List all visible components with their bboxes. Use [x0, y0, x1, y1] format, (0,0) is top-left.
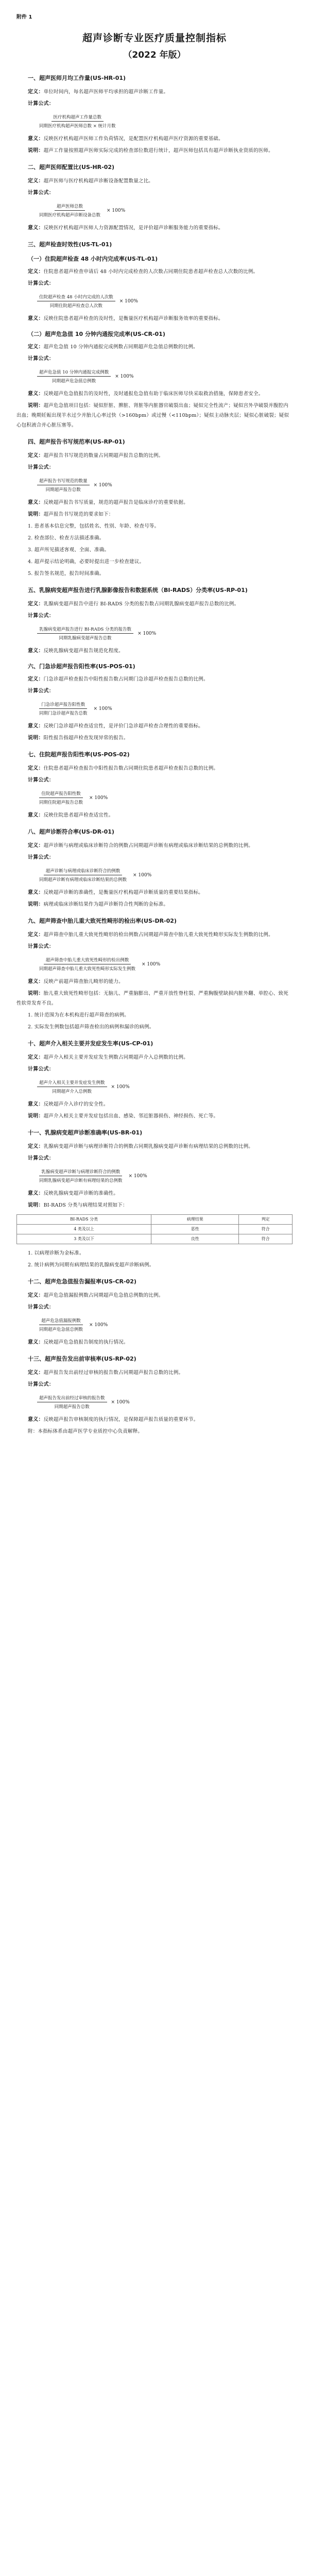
- section-heading: 二、超声医师配置比(US-HR-02): [28, 164, 115, 171]
- table-row: [17, 1225, 293, 1234]
- paragraph-text: 反映超声介入诊疗的安全性。: [43, 1101, 109, 1107]
- formula-denominator: 同期住院超声检查总人次数: [49, 303, 102, 309]
- paragraph-text: 反映产前超声筛查胎儿畸形的能力。: [43, 979, 124, 985]
- paragraph-label: 计算公式：: [28, 101, 54, 107]
- paragraph-text: 反映医疗机构超声医师工作负荷情况，是配置医疗机构超声医疗资源的重要基础。: [43, 136, 224, 142]
- paragraph-text: 3. 超声所见描述客观、全面、准确。: [28, 547, 110, 553]
- paragraph: [16, 389, 293, 399]
- paragraph: [16, 1415, 293, 1425]
- section-heading: 十三、超声报告发出前审核率(US-RP-02): [28, 1355, 136, 1362]
- paragraph-text: 反映超声危急值报告的及时性，及时通报危急值有助于临床医师尽快采取救治措施，保障患者安全。: [43, 391, 264, 397]
- paragraph-text: 超声报告书写规范的要求如下：: [43, 512, 114, 517]
- formula-numerator: 超声危急值漏报例数: [39, 1317, 83, 1325]
- formula: [37, 957, 293, 972]
- formula-denominator: 同期住院超声报告总数: [39, 800, 83, 805]
- paragraph-label: 计算公式：: [28, 1304, 54, 1310]
- paragraph: [16, 1189, 293, 1198]
- formula-multiplier: × 100%: [138, 631, 157, 636]
- paragraph: [16, 223, 293, 233]
- formula-denominator: 同期超声诊断有病理或临床诊断结果的总例数: [39, 877, 127, 883]
- paragraph: [16, 267, 293, 277]
- paragraph-label: 意义：: [28, 316, 44, 321]
- paragraph-label: 意义：: [28, 1340, 44, 1345]
- paragraph-label: 说明：: [28, 902, 44, 907]
- formula-multiplier: × 100%: [107, 208, 126, 213]
- formula-multiplier: × 100%: [111, 1399, 130, 1405]
- table-cell: BI-RADS 分类: [17, 1215, 151, 1225]
- paragraph-text: 反映超声诊断的准确性，是衡量医疗机构超声诊断质量的重要结果指标。: [43, 890, 204, 895]
- formula-fraction: [37, 868, 129, 883]
- formula-fraction: [37, 1395, 107, 1410]
- paragraph: [16, 1154, 293, 1163]
- paragraph: [16, 1200, 293, 1210]
- paragraph-label: 意义：: [28, 890, 44, 895]
- paragraph-text: 超声报告发出前经过审核的报告数占同期超声报告总数的比例。: [43, 1370, 184, 1376]
- paragraph-label: 意义：: [28, 979, 44, 985]
- formula-numerator: 超声危急值 10 分钟内通报完成例数: [37, 369, 111, 377]
- paragraph: [16, 569, 293, 579]
- formula-numerator: 超声医师总数: [55, 203, 85, 211]
- paragraph-label: 说明：: [28, 512, 44, 517]
- formula-multiplier: × 100%: [93, 706, 112, 711]
- paragraph-text: 5. 报告签名规范，报告时间准确。: [28, 571, 105, 577]
- paragraph-text: 2. 检查部位、检查方法描述准确。: [28, 535, 105, 541]
- annex-label: 附件 1: [16, 14, 32, 20]
- paragraph: [16, 533, 293, 543]
- paragraph-label: 意义：: [28, 136, 44, 142]
- table-row: [17, 1215, 293, 1225]
- paragraph: [16, 646, 293, 656]
- paragraph-label: 说明：: [28, 1113, 44, 1119]
- reference-table: [16, 1214, 293, 1244]
- paragraph-label: 计算公式：: [28, 1066, 54, 1072]
- paragraph-text: 超声医师与医疗机构超声诊断设备配置数量之比。: [43, 178, 154, 184]
- formula-fraction: [37, 790, 85, 805]
- table-cell: 符合: [239, 1234, 293, 1244]
- paragraph: [16, 977, 293, 987]
- paragraph-label: 计算公式：: [28, 613, 54, 619]
- formula: [37, 790, 293, 805]
- formula-fraction: [37, 701, 90, 716]
- formula-fraction: [37, 478, 90, 493]
- formula-numerator: 超声介入相关主要并发症发生例数: [37, 1079, 107, 1087]
- formula-denominator: 同期医疗机构超声医师总数 × 统计月数: [39, 124, 116, 129]
- paragraph-text: 超声介入相关主要并发症包括出血、感染、邻近脏器损伤、神经损伤、死亡等。: [43, 1113, 219, 1119]
- formula-fraction: [37, 203, 102, 218]
- formula-numerator: 住院超声报告阳性数: [39, 790, 83, 798]
- paragraph-text: 胎儿重大致死性畸形包括：无脑儿、严重脑膨出、严重开放性脊柱裂、严重胸腹壁缺损内脏外翻、单腔心、致死性软骨发育不良。: [16, 991, 288, 1006]
- paragraph-text: 反映住院患者超声检查适宜性。: [43, 812, 114, 818]
- formula: [37, 1168, 293, 1183]
- paragraph-text: 反映乳腺病变超声报告规范化程度。: [43, 648, 124, 654]
- paragraph-label: 说明：: [28, 1202, 44, 1208]
- paragraph-label: 定义：: [28, 843, 44, 849]
- paragraph-text: 超声危急值漏报例数占同期超声危急值总例数的比例。: [43, 1293, 164, 1298]
- paragraph-label: 计算公式：: [28, 777, 54, 783]
- paragraph-label: 定义：: [28, 178, 44, 184]
- table-cell: 判定: [239, 1215, 293, 1225]
- formula: [37, 114, 293, 129]
- formula: [37, 1079, 293, 1094]
- paragraph: [16, 1291, 293, 1300]
- paragraph-label: 计算公式：: [28, 855, 54, 860]
- paragraph-text: 单位时间内，每名超声医师平均承担的超声诊断工作量。: [43, 89, 169, 95]
- paragraph: [16, 87, 293, 97]
- formula: [37, 701, 293, 716]
- formula-fraction: [37, 369, 111, 384]
- formula-fraction: [37, 1168, 125, 1183]
- paragraph-text: 乳腺病变超声报告中进行 BI-RADS 分类的报告数占同期乳腺病变超声报告总数的比例。: [43, 601, 239, 607]
- formula-numerator: 超声诊断与病理或临床诊断符合的例数: [44, 868, 123, 875]
- paragraph-text: 反映超声报告书写质量，规范的超声报告是临床诊疗的重要依据。: [43, 500, 188, 505]
- document-title: 超声诊断专业医疗质量控制指标: [82, 32, 227, 44]
- paragraph: [16, 764, 293, 773]
- paragraph: [16, 1111, 293, 1121]
- section-heading: 九、超声筛查中胎儿重大致死性畸形的检出率(US-DR-02): [28, 918, 177, 924]
- formula-denominator: 同期门急诊超声报告总数: [39, 711, 88, 716]
- paragraph-text: 1. 患者基本信息完整，包括姓名、性别、年龄、检查号等。: [28, 523, 160, 529]
- paragraph-label: 计算公式：: [28, 1382, 54, 1387]
- paragraph-label: 计算公式：: [28, 465, 54, 470]
- paragraph: [16, 775, 293, 785]
- paragraph: [16, 1260, 293, 1270]
- paragraph: [16, 888, 293, 897]
- paragraph: [16, 1099, 293, 1109]
- paragraph: [16, 810, 293, 820]
- paragraph: [16, 721, 293, 731]
- section-heading: 八、超声诊断符合率(US-DR-01): [28, 828, 114, 835]
- paragraph: [16, 674, 293, 684]
- formula-fraction: [37, 1317, 85, 1332]
- section-heading: 十二、超声危急值报告漏报率(US-CR-02): [28, 1278, 136, 1285]
- formula-denominator: 同期乳腺病变超声报告总数: [59, 636, 112, 641]
- formula: [37, 868, 293, 883]
- formula-numerator: 超声报告书写规范的数量: [37, 478, 90, 485]
- paragraph: [16, 451, 293, 461]
- paragraph-text: 门急诊超声检查报告中阳性报告数占同期门急诊超声检查报告总数的比例。: [43, 676, 209, 682]
- formula-multiplier: × 100%: [89, 795, 108, 801]
- formula-multiplier: × 100%: [128, 1173, 147, 1179]
- paragraph-text: 超声介入相关主要并发症发生例数占同期超声介入总例数的比例。: [43, 1055, 188, 1060]
- paragraph-label: 定义：: [28, 1293, 44, 1298]
- paragraph-label: 定义：: [28, 1370, 44, 1376]
- paragraph: [16, 354, 293, 364]
- formula-numerator: 乳腺病变超声报告进行 BI-RADS 分类的报告数: [37, 626, 133, 634]
- formula-denominator: 同期超声危急值总例数: [39, 1327, 83, 1332]
- formula-fraction: [37, 626, 133, 641]
- paragraph-text: 4. 超声提示结论明确，必要时提出进一步检查建议。: [28, 559, 145, 565]
- paragraph-label: 计算公式：: [28, 944, 54, 950]
- paragraph: [16, 1427, 293, 1436]
- paragraph: [16, 401, 293, 430]
- formula-numerator: 超声筛查中胎儿重大致死性畸形的检出例数: [44, 957, 131, 964]
- formula-multiplier: × 100%: [115, 374, 134, 379]
- paragraph-label: 定义：: [28, 676, 44, 682]
- section-heading: 三、超声检查时效性(US-TL-01): [28, 241, 112, 248]
- formula: [37, 1317, 293, 1332]
- formula-numerator: 住院超声检查 48 小时内完成的人次数: [37, 294, 115, 301]
- paragraph: [16, 342, 293, 352]
- formula: [37, 626, 293, 641]
- paragraph: [16, 1337, 293, 1347]
- paragraph: [16, 1010, 293, 1020]
- paragraph: [16, 989, 293, 1008]
- paragraph-label: 定义：: [28, 932, 44, 938]
- paragraph-text: 超声工作量按照超声医师实际完成的检查部位数进行统计，超声医师包括具有超声诊断执业资质的医师。: [43, 148, 273, 154]
- paragraph-label: 意义：: [28, 500, 44, 505]
- paragraph-label: 说明：: [28, 148, 44, 154]
- paragraph: [16, 611, 293, 621]
- formula-denominator: 同期超声介入总例数: [52, 1089, 92, 1094]
- paragraph-label: 定义：: [28, 601, 44, 607]
- paragraph: [16, 1380, 293, 1389]
- table-cell: 4 类及以上: [17, 1225, 151, 1234]
- paragraph-label: 意义：: [28, 391, 44, 397]
- section-heading: 十一、乳腺病变超声诊断准确率(US-BR-01): [28, 1129, 143, 1136]
- section-heading: 十、超声介入相关主要并发症发生率(US-CP-01): [28, 1040, 153, 1047]
- paragraph: [16, 557, 293, 567]
- paragraph: [16, 900, 293, 909]
- paragraph-label: 意义：: [28, 723, 44, 729]
- paragraph: [16, 1368, 293, 1378]
- paragraph: [16, 1064, 293, 1074]
- paragraph-text: 超声诊断与病理或临床诊断符合的例数占同期超声诊断有病理或临床诊断结果的总例数的比例。: [43, 843, 254, 849]
- item-heading: （一）住院超声检查 48 小时内完成率(US-TL-01): [28, 256, 158, 262]
- paragraph-label: 定义：: [28, 89, 44, 95]
- paragraph-label: 意义：: [28, 648, 44, 654]
- paragraph-label: 说明：: [28, 991, 44, 996]
- formula-numerator: 医疗机构超声工作量总数: [52, 114, 104, 122]
- paragraph-text: 反映乳腺病变超声诊断的准确性。: [43, 1191, 119, 1196]
- formula-fraction: [37, 957, 138, 972]
- paragraph-text: 反映医疗机构超声医师人力资源配置情况，是评价超声诊断服务能力的重要指标。: [43, 225, 224, 231]
- paragraph: [16, 853, 293, 862]
- item-heading: 六、门急诊超声报告阳性率(US-POS-01): [28, 663, 135, 670]
- paragraph-text: 阳性报告指超声检查发现异常的报告。: [43, 735, 129, 741]
- document-year: （2022 年版）: [123, 50, 186, 60]
- formula-fraction: [37, 1079, 107, 1094]
- formula-denominator: 同期超声报告总数: [54, 1404, 90, 1410]
- paragraph-label: 定义：: [28, 269, 44, 275]
- formula-multiplier: × 100%: [93, 482, 112, 488]
- formula-denominator: 同期乳腺病变超声诊断有病理结果的总例数: [39, 1178, 123, 1183]
- formula-numerator: 超声报告发出前经过审核的报告数: [37, 1395, 107, 1402]
- paragraph-label: 计算公式：: [28, 688, 54, 694]
- paragraph-text: 反映门急诊超声检查适宜性，是评价门急诊超声检查合理性的重要指标。: [43, 723, 204, 729]
- paragraph: [16, 545, 293, 555]
- paragraph-label: 计算公式：: [28, 190, 54, 196]
- paragraph-text: 乳腺病变超声诊断与病理诊断符合的例数占同期乳腺病变超声诊断有病理结果的总例数的比例。: [43, 1144, 254, 1149]
- paragraph-text: 1. 统计范围为在本机构进行超声筛查的病例。: [28, 1012, 129, 1018]
- formula-numerator: 乳腺病变超声诊断与病理诊断符合的例数: [39, 1168, 122, 1176]
- paragraph-label: 定义：: [28, 344, 44, 350]
- formula-multiplier: × 100%: [111, 1084, 130, 1090]
- formula: [37, 369, 293, 384]
- paragraph: [16, 279, 293, 289]
- paragraph-text: 2. 统计病例为同期有病理结果的乳腺病变超声诊断病例。: [28, 1262, 154, 1268]
- paragraph-text: 超声筛查中胎儿重大致死性畸形的检出例数占同期超声筛查中胎儿重大致死性畸形实际发生例数的比例。: [43, 932, 273, 938]
- formula-denominator: 同期超声报告总数: [45, 487, 81, 493]
- table-cell: 3 类及以下: [17, 1234, 151, 1244]
- paragraph-text: 超声危急值项目包括：疑似肝脏、脾脏、肾脏等内脏器官破裂出血；疑似完全性流产；疑似宫外孕破裂并腹腔内出血；晚期妊娠出现羊水过少并胎儿心率过快（>160bpm）或过慢（<110bpm）；疑似主动脉夹层；疑似心脏破裂；疑似心包积液合并心脏压塞等。: [16, 403, 289, 428]
- table-cell: 符合: [239, 1225, 293, 1234]
- paragraph: [16, 498, 293, 507]
- formula-denominator: 同期超声危急值总例数: [52, 379, 96, 384]
- paragraph: [16, 188, 293, 198]
- section-heading: 四、超声报告书写规范率(US-RP-01): [28, 438, 125, 445]
- item-heading: （二）超声危急值 10 分钟内通报完成率(US-CR-01): [28, 331, 165, 337]
- paragraph-label: 意义：: [28, 1191, 44, 1196]
- paragraph: [16, 686, 293, 696]
- paragraph-label: 意义：: [28, 812, 44, 818]
- formula-multiplier: × 100%: [89, 1322, 108, 1328]
- paragraph: [16, 942, 293, 952]
- paragraph: [16, 146, 293, 156]
- paragraph: [16, 176, 293, 186]
- formula: [37, 294, 293, 309]
- paragraph-label: 意义：: [28, 1417, 44, 1422]
- paragraph-label: 计算公式：: [28, 281, 54, 286]
- paragraph-text: 1. 以病理诊断为金标准。: [28, 1250, 84, 1256]
- paragraph-text: 超声危急值 10 分钟内通报完成例数占同期超声危急值总例数的比例。: [43, 344, 198, 350]
- paragraph: [16, 1248, 293, 1258]
- formula-fraction: [37, 294, 115, 309]
- formula-multiplier: × 100%: [133, 872, 152, 878]
- table-row: [17, 1234, 293, 1244]
- paragraph: [16, 134, 293, 144]
- paragraph: [16, 930, 293, 940]
- paragraph-text: 反映住院患者超声检查的及时性，是衡量医疗机构超声诊断服务效率的重要指标。: [43, 316, 224, 321]
- paragraph-label: 定义：: [28, 453, 44, 459]
- table-cell: 病理结果: [151, 1215, 239, 1225]
- paragraph-text: 住院患者超声检查申请后 48 小时内完成检查的人次数占同期住院患者超声检查总人次数的比例。: [43, 269, 259, 275]
- paragraph: [16, 733, 293, 743]
- paragraph: [16, 463, 293, 472]
- paragraph: [16, 1142, 293, 1151]
- formula-fraction: [37, 114, 118, 129]
- formula-denominator: 同期超声筛查中胎儿重大致死性畸形实际发生例数: [39, 967, 136, 972]
- section-heading: 五、乳腺病变超声报告进行乳腺影像报告和数据系统（BI-RADS）分类率(US-RP-01): [28, 587, 248, 594]
- paragraph-label: 计算公式：: [28, 356, 54, 362]
- paragraph: [16, 314, 293, 324]
- paragraph-text: 病理或临床诊断结果作为超声诊断符合性判断的金标准。: [43, 902, 169, 907]
- section-heading: 一、超声医师月均工作量(US-HR-01): [28, 75, 126, 81]
- formula: [37, 203, 293, 218]
- paragraph-text: BI-RADS 分类与病理结果对照如下：: [43, 1202, 128, 1208]
- paragraph-label: 意义：: [28, 225, 44, 231]
- formula: [37, 1395, 293, 1410]
- table-cell: 良性: [151, 1234, 239, 1244]
- paragraph-label: 定义：: [28, 1055, 44, 1060]
- formula-numerator: 门急诊超声报告阳性数: [39, 701, 87, 709]
- paragraph-label: 定义：: [28, 766, 44, 771]
- paragraph-label: 说明：: [28, 403, 44, 409]
- paragraph: [16, 521, 293, 531]
- paragraph-text: 超声报告书写规范的数量占同期超声报告总数的比例。: [43, 453, 164, 459]
- paragraph-label: 定义：: [28, 1144, 44, 1149]
- paragraph-text: 附：本指标体系由超声医学专业质控中心负责解释。: [28, 1429, 143, 1434]
- paragraph: [16, 841, 293, 851]
- formula-multiplier: × 100%: [119, 298, 138, 304]
- paragraph: [16, 99, 293, 109]
- document-page: [16, 12, 293, 1438]
- paragraph-text: 反映超声危急值报告制度的执行情况。: [43, 1340, 129, 1345]
- formula: [37, 478, 293, 493]
- section-heading: 七、住院超声报告阳性率(US-POS-02): [28, 751, 130, 758]
- paragraph-label: 说明：: [28, 735, 44, 741]
- formula-multiplier: × 100%: [142, 961, 161, 967]
- paragraph-text: 反映超声报告审核制度的执行情况，是保障超声报告质量的重要环节。: [43, 1417, 199, 1422]
- document-body: [16, 74, 293, 1436]
- paragraph: [16, 1022, 293, 1032]
- paragraph: [16, 599, 293, 609]
- paragraph: [16, 1302, 293, 1312]
- paragraph-text: 2. 实际发生例数包括超声筛查检出的病例和漏诊的病例。: [28, 1024, 154, 1030]
- formula-denominator: 同期医疗机构超声诊断设备总数: [39, 213, 101, 218]
- paragraph-text: 住院患者超声检查报告中阳性报告数占同期住院患者超声检查报告总数的比例。: [43, 766, 219, 771]
- paragraph: [16, 1053, 293, 1062]
- paragraph-label: 计算公式：: [28, 1156, 54, 1161]
- paragraph-label: 意义：: [28, 1101, 44, 1107]
- table-cell: 恶性: [151, 1225, 239, 1234]
- paragraph: [16, 510, 293, 519]
